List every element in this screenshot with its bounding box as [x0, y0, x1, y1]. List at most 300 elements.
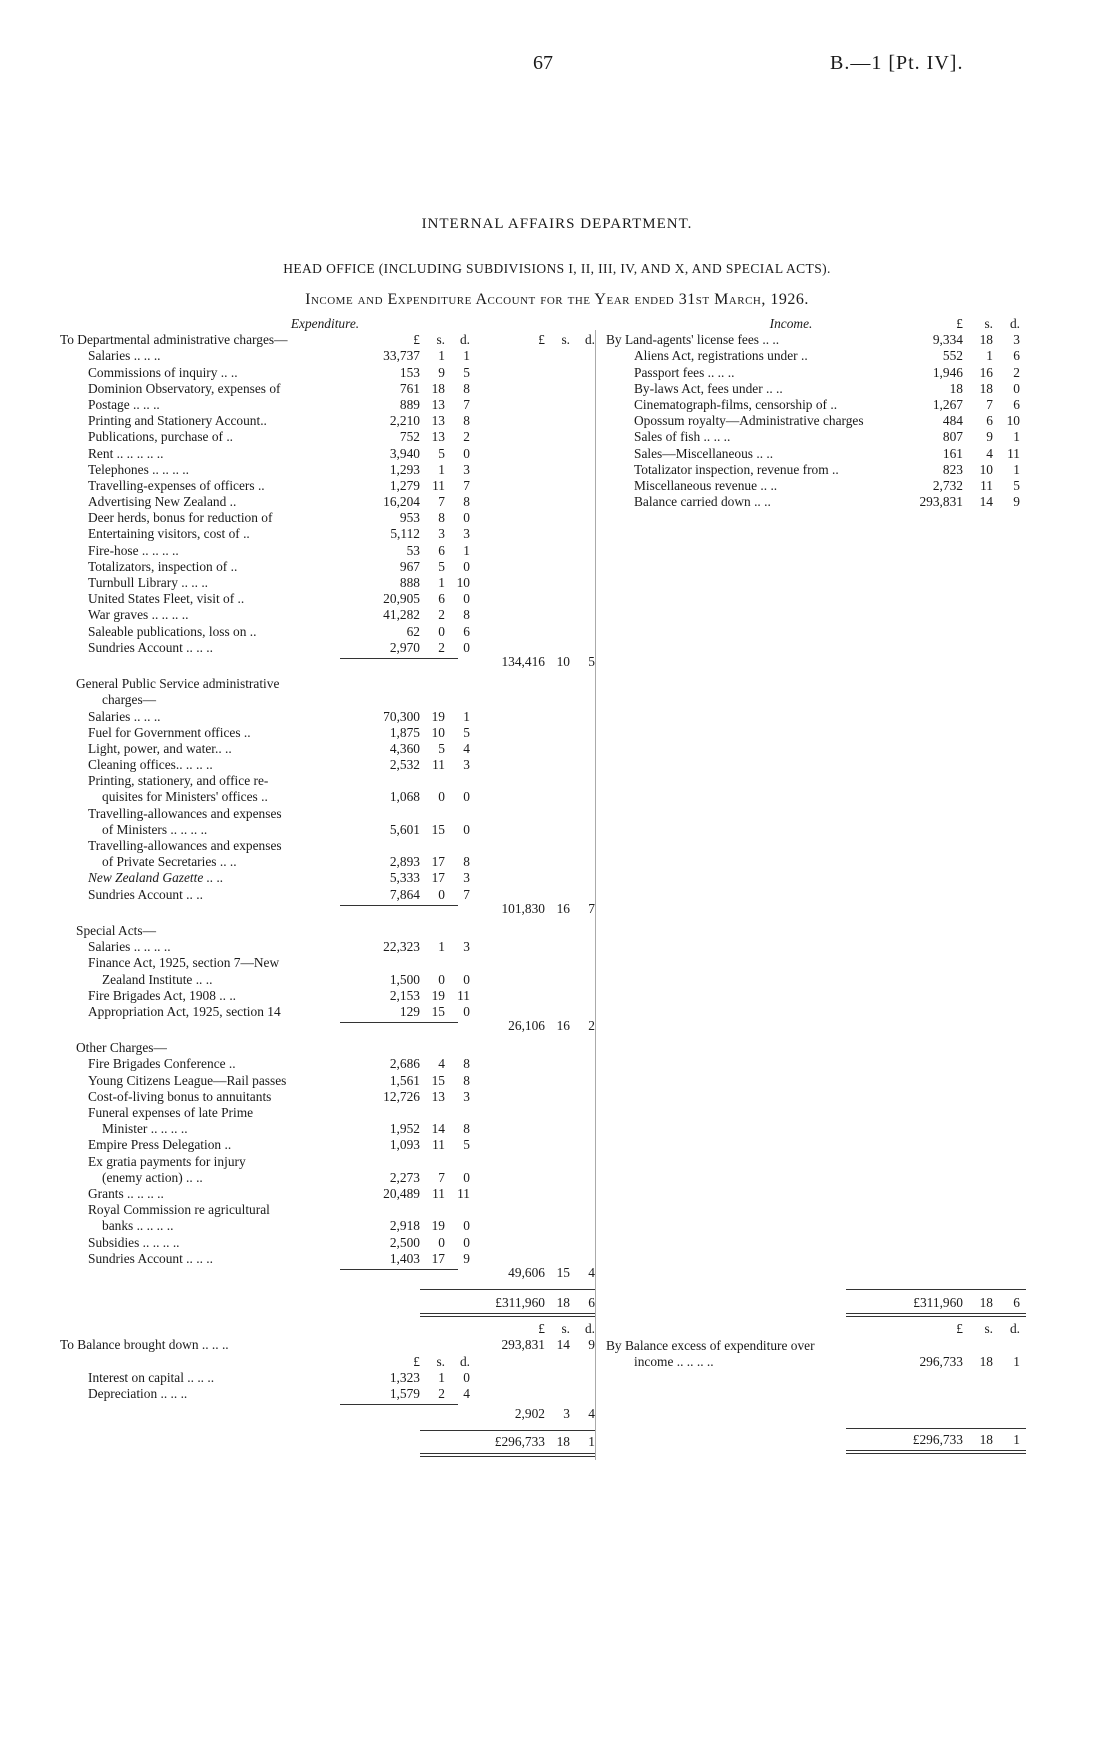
expenditure-row: [60, 365, 590, 381]
balance-brought-down-pence: 9: [588, 1337, 595, 1353]
line-label: banks .. .. .. ..: [102, 1218, 174, 1234]
general-public-service-heading: [60, 692, 590, 708]
expenditure-row: [60, 559, 590, 575]
balance-excess-row-2: [606, 1354, 1031, 1370]
amount-pounds: 552: [942, 348, 963, 364]
amount-pence: 4: [463, 740, 470, 756]
depreciation-shillings: 2: [438, 1386, 445, 1401]
amount-pence: 0: [463, 821, 470, 837]
amount-pounds: 2,153: [389, 987, 420, 1003]
income-row: [606, 348, 1031, 364]
general-public-service-row: [60, 789, 590, 805]
amount-pence: 11: [1007, 445, 1020, 461]
amount-pounds: 2,500: [389, 1234, 420, 1250]
balance-excess-row: [606, 1338, 1031, 1354]
double-rule-row: [606, 1448, 1031, 1454]
special-acts-total-shillings: 16: [556, 1018, 570, 1034]
double-rule: [420, 1453, 595, 1457]
line-label: Printing and Stationery Account..: [88, 413, 267, 429]
line-label: Sundries Account .. .. ..: [88, 639, 213, 655]
line-label: Cinematograph-films, censorship of ..: [634, 396, 838, 412]
expenditure-row: [60, 462, 590, 478]
final-total-shillings: 18: [556, 1434, 570, 1450]
amount-pounds: 20,905: [383, 591, 420, 607]
special-acts-heading-text: Special Acts—: [76, 922, 156, 938]
amount-pounds: 293,831: [919, 494, 963, 510]
final-total-pounds: £296,733: [494, 1434, 545, 1450]
special-acts-row: [60, 972, 590, 988]
line-label: of Private Secretaries .. ..: [102, 854, 237, 870]
line-label: Aliens Act, registrations under ..: [634, 348, 808, 364]
balance-brought-down-row: [60, 1337, 595, 1353]
pence-head: d.: [584, 1321, 595, 1337]
pence-head: d.: [459, 332, 470, 348]
amount-shillings: 5: [438, 558, 445, 574]
amount-pence: 10: [456, 575, 470, 590]
amount-shillings: 13: [431, 1088, 445, 1104]
amount-shillings: 6: [438, 542, 445, 558]
general-public-service-total-shillings: 16: [556, 900, 570, 916]
special-acts-row: [60, 939, 590, 955]
special-acts-row: [60, 988, 590, 1004]
expenditure-row: [60, 526, 590, 542]
special-acts-row: [60, 955, 590, 971]
amount-pence: 10: [1006, 413, 1020, 429]
double-rule: [846, 1313, 1026, 1317]
amount-pounds: 953: [399, 510, 420, 526]
amount-pence: 8: [463, 494, 470, 510]
expenditure-caption: Expenditure.: [290, 316, 360, 331]
amount-pounds: 888: [399, 575, 420, 590]
amount-pence: 8: [463, 607, 470, 623]
income-row: [606, 462, 1031, 478]
income-caption: Income.: [769, 316, 813, 331]
amount-shillings: 17: [431, 1250, 445, 1266]
amount-shillings: 13: [431, 413, 445, 429]
amount-shillings: 0: [438, 886, 445, 902]
line-label: Commissions of inquiry .. ..: [88, 364, 238, 380]
amount-pence: 7: [463, 886, 470, 902]
amount-pounds: 1,093: [389, 1137, 420, 1153]
amount-pounds: 2,273: [389, 1169, 420, 1185]
amount-pence: 3: [463, 526, 470, 542]
line-label: quisites for Ministers' offices ..: [102, 789, 268, 805]
amount-pounds: 62: [406, 623, 420, 639]
line-label: Cleaning offices.. .. .. ..: [88, 757, 213, 773]
amount-shillings: 16: [979, 364, 993, 380]
expenditure-row: [60, 510, 590, 526]
general-public-service-total-pence: 7: [588, 900, 595, 916]
spacer: [606, 510, 1031, 1287]
amount-shillings: 4: [986, 445, 993, 461]
expenditure-row: [60, 381, 590, 397]
other-charges-total-pence: 4: [588, 1264, 595, 1280]
pence-head: d.: [1009, 1321, 1020, 1337]
shillings-head: s.: [561, 332, 570, 348]
rule-row: [60, 1287, 590, 1293]
line-label: Sales—Miscellaneous .. ..: [634, 445, 774, 461]
line-label: Passport fees .. .. ..: [634, 364, 735, 380]
column-heads-row: [606, 1321, 1031, 1337]
amount-pence: 0: [1013, 380, 1020, 396]
general-public-service-row: [60, 741, 590, 757]
final-total-pence: 1: [588, 1434, 595, 1450]
amount-shillings: 6: [986, 413, 993, 429]
line-label: Royal Commission re agricultural: [88, 1202, 270, 1218]
line-label: War graves .. .. .. ..: [88, 607, 189, 623]
amount-pence: 0: [463, 1234, 470, 1250]
amount-pence: 8: [463, 1072, 470, 1088]
double-rule: [420, 1313, 595, 1317]
line-label: Entertaining visitors, cost of ..: [88, 526, 250, 542]
amount-pence: 3: [1013, 332, 1020, 348]
amount-pounds: 7,864: [389, 886, 420, 902]
balance-excess: By Balance excess of expenditure over: [606, 1337, 815, 1353]
line-label: Publications, purchase of ..: [88, 429, 234, 445]
amount-shillings: 0: [438, 971, 445, 987]
amount-pounds: 484: [942, 413, 963, 429]
income-row: [606, 381, 1031, 397]
amount-shillings: 4: [438, 1056, 445, 1072]
line-label: Deer herds, bonus for reduction of: [88, 510, 273, 526]
general-public-service-heading-text: General Public Service administrative: [76, 676, 280, 692]
line-label: Sundries Account .. ..: [88, 886, 203, 902]
income-final-total-row: [606, 1432, 1031, 1448]
amount-pounds: 1,946: [932, 364, 963, 380]
line-label: Totalizator inspection, revenue from ..: [634, 461, 839, 477]
amount-pounds: 2,893: [389, 854, 420, 870]
general-public-service-heading-text: charges—: [102, 692, 157, 708]
line-label: Printing, stationery, and office re-: [88, 773, 269, 789]
general-public-service-row: [60, 806, 590, 822]
amount-pence: 5: [463, 724, 470, 740]
depreciation-pounds: 1,579: [389, 1386, 420, 1401]
amount-pence: 1: [463, 348, 470, 364]
departmental-total-pence: 5: [588, 653, 595, 669]
amount-shillings: 18: [979, 332, 993, 348]
special-acts-total-pounds: 26,106: [508, 1018, 545, 1034]
interest-pence: 0: [463, 1369, 470, 1385]
amount-pence: 0: [463, 1169, 470, 1185]
line-label: Travelling-allowances and expenses: [88, 805, 282, 821]
grand-total-shillings: 18: [556, 1295, 570, 1311]
amount-shillings: 9: [986, 429, 993, 445]
line-label: Grants .. .. .. ..: [88, 1185, 164, 1201]
general-public-service-row: [60, 709, 590, 725]
line-label: Zealand Institute .. ..: [102, 971, 213, 987]
other-charges-row: [60, 1218, 590, 1234]
amount-shillings: 17: [431, 854, 445, 870]
amount-pounds: 161: [942, 445, 963, 461]
amount-shillings: 1: [438, 939, 445, 955]
pounds-head: £: [413, 1353, 420, 1369]
amount-pounds: 129: [399, 1003, 420, 1019]
balance-excess-continued: income .. .. .. ..: [634, 1353, 714, 1369]
other-charges-row: [60, 1137, 590, 1153]
income-row: [606, 332, 1031, 348]
line-label: Telephones .. .. .. ..: [88, 461, 189, 477]
amount-pence: 0: [463, 971, 470, 987]
amount-shillings: 19: [431, 1218, 445, 1234]
line-label: of Ministers .. .. .. ..: [102, 821, 208, 837]
amount-shillings: 0: [438, 1234, 445, 1250]
amount-pounds: 5,333: [389, 870, 420, 886]
line-label: Advertising New Zealand ..: [88, 494, 237, 510]
amount-shillings: 7: [986, 396, 993, 412]
expenditure-row: [60, 413, 590, 429]
departmental-total-pounds: 134,416: [501, 653, 545, 669]
amount-shillings: 11: [432, 477, 445, 493]
amount-pounds: 967: [399, 558, 420, 574]
general-public-service-row: [60, 854, 590, 870]
line-label: Salaries .. .. ..: [88, 708, 161, 724]
amount-pence: 0: [463, 445, 470, 461]
amount-pounds: 1,068: [389, 789, 420, 805]
amount-shillings: 11: [432, 1137, 445, 1153]
amount-pence: 3: [463, 757, 470, 773]
line-label: Cost-of-living bonus to annuitants: [88, 1088, 272, 1104]
expenditure-row: [60, 348, 590, 364]
amount-pounds: 12,726: [383, 1088, 420, 1104]
income-row: [606, 413, 1031, 429]
amount-shillings: 18: [431, 380, 445, 396]
line-label: Fire-hose .. .. .. ..: [88, 542, 179, 558]
special-acts-subtotal-row: [60, 1018, 595, 1034]
interest-pounds: 1,323: [389, 1369, 420, 1385]
expenditure-row: [60, 478, 590, 494]
line-label: Ex gratia payments for injury: [88, 1153, 246, 1169]
expenditure-row: [60, 575, 590, 591]
expenditure-row: [60, 446, 590, 462]
pounds-head: £: [956, 1321, 963, 1337]
amount-shillings: 9: [438, 364, 445, 380]
amount-pence: 1: [1013, 429, 1020, 445]
expenditure-row: [60, 429, 590, 445]
line-label: Balance carried down .. ..: [634, 494, 771, 510]
interest-depreciation-total-pence: 4: [588, 1406, 595, 1422]
amount-pounds: 1,952: [389, 1121, 420, 1137]
expenditure-caption-row: [60, 316, 590, 332]
line-label: Miscellaneous revenue .. ..: [634, 477, 778, 493]
income-caption-row: [606, 316, 1031, 332]
general-public-service-row: [60, 838, 590, 854]
balance-excess-pence: 1: [1013, 1353, 1020, 1369]
spacer: [606, 1370, 1031, 1426]
expenditure-row: [60, 543, 590, 559]
amount-shillings: 15: [431, 1072, 445, 1088]
amount-shillings: 0: [438, 623, 445, 639]
amount-shillings: 8: [438, 510, 445, 526]
special-acts-total-pence: 2: [588, 1018, 595, 1034]
amount-shillings: 19: [431, 987, 445, 1003]
amount-shillings: 10: [979, 461, 993, 477]
amount-pounds: 2,686: [389, 1056, 420, 1072]
rule: [420, 1430, 595, 1431]
amount-shillings: 15: [431, 821, 445, 837]
line-label: Funeral expenses of late Prime: [88, 1105, 254, 1120]
amount-pounds: 2,210: [389, 413, 420, 429]
amount-pence: 0: [463, 1218, 470, 1234]
income-row: [606, 397, 1031, 413]
shillings-head: s.: [984, 1321, 993, 1337]
rule-row: [606, 1287, 1031, 1293]
amount-pence: 8: [463, 1121, 470, 1137]
income-final-total-pounds: £296,733: [912, 1432, 963, 1447]
line-label: Salaries .. .. ..: [88, 348, 161, 364]
line-label: Light, power, and water.. ..: [88, 740, 232, 756]
amount-pounds: 5,112: [390, 526, 420, 542]
other-charges-total-shillings: 15: [556, 1264, 570, 1280]
amount-pounds: 4,360: [389, 740, 420, 756]
amount-pounds: 70,300: [383, 708, 420, 724]
parliamentary-reference: B.—1 [Pt. IV].: [830, 52, 964, 74]
departmental-total-shillings: 10: [556, 653, 570, 669]
expenditure-row: [60, 397, 590, 413]
amount-pence: 2: [463, 429, 470, 445]
amount-pence: 6: [463, 623, 470, 639]
line-label: Sales of fish .. .. ..: [634, 429, 731, 445]
rule: [846, 1289, 1026, 1290]
amount-pounds: 53: [406, 542, 420, 558]
other-charges-row: [60, 1202, 590, 1218]
amount-shillings: 7: [438, 494, 445, 510]
pence-head: d.: [1009, 316, 1020, 331]
amount-shillings: 7: [438, 1169, 445, 1185]
depreciation: Depreciation .. .. ..: [88, 1386, 188, 1401]
rule: [846, 1428, 1026, 1429]
amount-shillings: 5: [438, 740, 445, 756]
amount-pounds: 2,918: [389, 1218, 420, 1234]
amount-pounds: 33,737: [383, 348, 420, 364]
expenditure-row: [60, 591, 590, 607]
other-charges-subtotal-row: [60, 1264, 595, 1281]
rule: [340, 1404, 458, 1405]
line-label: Turnbull Library .. .. ..: [88, 575, 209, 590]
general-public-service-row: [60, 757, 590, 773]
column-heads-row: [60, 1354, 590, 1370]
amount-pence: 3: [463, 1088, 470, 1104]
final-total-row: [60, 1434, 595, 1450]
other-charges-row: [60, 1073, 590, 1089]
amount-pounds: 20,489: [383, 1185, 420, 1201]
line-label: Subsidies .. .. .. ..: [88, 1234, 180, 1250]
pounds-head: £: [956, 316, 963, 331]
line-label: Minister .. .. .. ..: [102, 1121, 188, 1137]
amount-shillings: 1: [438, 575, 445, 590]
subtotal-row: [60, 653, 595, 670]
amount-pence: 7: [463, 396, 470, 412]
line-label: Appropriation Act, 1925, section 14: [88, 1003, 281, 1019]
amount-pounds: 823: [942, 461, 963, 477]
line-label: Rent .. .. .. .. ..: [88, 445, 164, 461]
amount-pence: 1: [463, 542, 470, 558]
balance-excess-pounds: 296,733: [919, 1353, 963, 1369]
line-label: Travelling-allowances and expenses: [88, 838, 282, 853]
department-title: INTERNAL AFFAIRS DEPARTMENT.: [421, 216, 693, 232]
amount-shillings: 1: [438, 461, 445, 477]
amount-pounds: 41,282: [383, 607, 420, 623]
amount-pounds: 153: [399, 364, 420, 380]
amount-shillings: 10: [431, 724, 445, 740]
amount-pence: 9: [463, 1250, 470, 1266]
amount-pounds: 752: [399, 429, 420, 445]
double-rule-row: [60, 1311, 590, 1317]
expenditure-column: [60, 316, 595, 1457]
income-row: [606, 494, 1031, 510]
interest-row: [60, 1370, 590, 1386]
other-charges-heading-text: Other Charges—: [76, 1040, 167, 1056]
subtotal-row: [60, 1406, 595, 1422]
line-label: United States Fleet, visit of ..: [88, 591, 245, 607]
amount-pounds: 2,532: [389, 757, 420, 773]
general-public-service-row: [60, 870, 590, 886]
amount-pence: 0: [463, 558, 470, 574]
income-row: [606, 478, 1031, 494]
amount-pence: 9: [1013, 494, 1020, 510]
balance-brought-down-pounds: 293,831: [501, 1337, 545, 1353]
line-label: By Land-agents' license fees .. ..: [606, 332, 780, 348]
column-heads-row: [60, 1321, 595, 1337]
amount-shillings: 1: [986, 348, 993, 364]
amount-shillings: 5: [438, 445, 445, 461]
income-final-total-pence: 1: [1013, 1432, 1020, 1447]
line-label: Fire Brigades Conference ..: [88, 1056, 236, 1072]
amount-shillings: 17: [431, 870, 445, 886]
amount-pounds: 1,500: [389, 971, 420, 987]
line-label: Sundries Account .. .. ..: [88, 1250, 213, 1266]
other-charges-row: [60, 1186, 590, 1202]
pounds-head: £: [413, 332, 420, 348]
line-label: Opossum royalty—Administrative charges: [634, 413, 864, 429]
line-label: Fire Brigades Act, 1908 .. ..: [88, 987, 237, 1003]
balance-brought-down: To Balance brought down .. .. ..: [60, 1337, 229, 1353]
expenditure-row: [60, 494, 590, 510]
amount-shillings: 19: [431, 708, 445, 724]
balance-brought-down-shillings: 14: [556, 1337, 570, 1353]
amount-shillings: 11: [980, 477, 993, 493]
amount-pence: 8: [463, 380, 470, 396]
income-grand-total-row: [606, 1295, 1031, 1311]
amount-shillings: 0: [438, 789, 445, 805]
amount-pence: 3: [463, 870, 470, 886]
depreciation-row: [60, 1386, 590, 1402]
interest-shillings: 1: [438, 1369, 445, 1385]
amount-pence: 3: [463, 461, 470, 477]
interest-on-capital: Interest on capital .. .. ..: [88, 1369, 215, 1385]
amount-pence: 11: [457, 987, 470, 1003]
interest-depreciation-total-pounds: 2,902: [514, 1406, 545, 1422]
expenditure-heading-row: [60, 332, 595, 348]
amount-pence: 0: [463, 789, 470, 805]
amount-pounds: 1,875: [389, 724, 420, 740]
amount-pence: 5: [463, 1137, 470, 1153]
other-charges-heading: [60, 1040, 590, 1056]
pounds-head: £: [538, 1321, 545, 1337]
amount-pence: 0: [463, 510, 470, 526]
shillings-head: s.: [984, 316, 993, 331]
line-label: (enemy action) .. ..: [102, 1169, 203, 1185]
amount-pence: 11: [457, 1185, 470, 1201]
amount-pence: 0: [463, 639, 470, 655]
amount-pounds: 18: [949, 380, 963, 396]
line-label: Postage .. .. ..: [88, 396, 160, 412]
amount-pence: 3: [463, 939, 470, 955]
amount-pounds: 2,732: [932, 477, 963, 493]
amount-pence: 5: [463, 364, 470, 380]
amount-shillings: 11: [432, 757, 445, 773]
amount-pounds: 3,940: [389, 445, 420, 461]
amount-pounds: 1,267: [932, 396, 963, 412]
